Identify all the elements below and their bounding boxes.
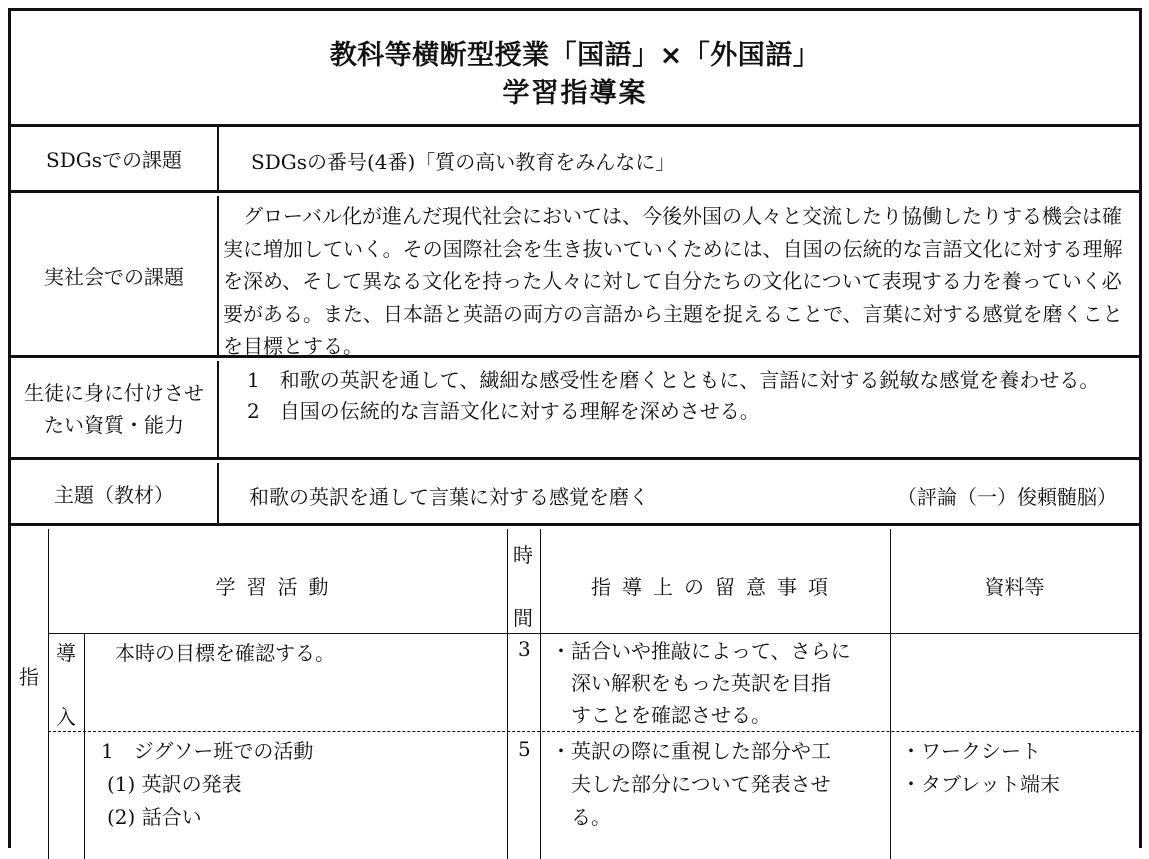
material-item: ・タブレット端末 — [901, 772, 1060, 796]
activity-line: 本時の目標を確認する。 — [115, 641, 335, 665]
header-notes: 指導上の留意事項 — [591, 575, 839, 599]
activity-line: (2) 話合い — [107, 805, 202, 829]
divider — [48, 633, 1139, 634]
divider — [84, 633, 85, 859]
header-activity: 学習活動 — [215, 575, 340, 599]
abilities-value-cell — [219, 361, 1139, 457]
sdgs-row — [11, 127, 1139, 193]
material-item: ・ワークシート — [901, 739, 1041, 763]
activity-cell — [101, 735, 313, 834]
ability-item-1: 1 和歌の英訳を通して、繊細な感受性を磨くとともに、言語に対する鋭敏な感覚を養わせる。 — [247, 368, 1100, 392]
stage-bottom: 入 — [56, 705, 76, 729]
sdgs-value-cell — [219, 127, 1139, 190]
sdgs-label: SDGsでの課題 — [11, 127, 219, 190]
activities-table — [11, 529, 1139, 859]
theme-row — [11, 463, 1139, 526]
abilities-list — [247, 365, 1129, 427]
theme-value: 和歌の英訳を通して言葉に対する感覚を磨く — [249, 485, 649, 509]
lesson-plan-page — [8, 8, 1142, 848]
society-label: 実社会での課題 — [11, 196, 219, 355]
theme-label: 主題（教材） — [11, 463, 219, 523]
note-line: すことを確認させる。 — [571, 703, 771, 727]
sdgs-value: SDGsの番号(4番)「質の高い教育をみんなに」 — [251, 150, 676, 174]
side-label: 指 — [19, 665, 39, 689]
stage-top: 導 — [56, 641, 76, 665]
materials-cell — [901, 735, 1060, 801]
society-value-cell — [219, 196, 1139, 358]
title-box — [11, 11, 1139, 127]
note-line: る。 — [571, 805, 611, 829]
abilities-label-cell — [11, 361, 219, 457]
header-materials: 資料等 — [984, 575, 1045, 599]
abilities-row — [11, 361, 1139, 460]
note-line: 夫した部分について発表させ — [571, 772, 831, 796]
theme-value-cell — [219, 463, 1139, 523]
note-line: ・英訳の際に重視した部分や工 — [551, 739, 831, 763]
divider — [48, 731, 1139, 732]
ability-item-2: 2 自国の伝統的な言語文化に対する理解を深めさせる。 — [247, 399, 760, 423]
time-value: 3 — [518, 637, 531, 661]
theme-source: （評論（一）俊頼髄脳） — [897, 485, 1117, 509]
notes-cell — [551, 735, 831, 834]
document-subtitle: 学習指導案 — [502, 78, 648, 109]
activity-line: (1) 英訳の発表 — [107, 772, 242, 796]
divider — [507, 529, 508, 859]
society-row — [11, 196, 1139, 358]
note-line: 深い解釈をもった英訳を目指 — [571, 671, 831, 695]
document-title: 教科等横断型授業「国語」×「外国語」 — [329, 40, 821, 71]
notes-cell — [551, 635, 851, 731]
header-time-top: 時 — [513, 543, 533, 567]
activity-line: 1 ジグソー班での活動 — [101, 739, 314, 763]
note-line: ・話合いや推敲によって、さらに — [551, 639, 851, 663]
time-value: 5 — [518, 737, 531, 761]
abilities-label: 生徒に身に付けさせたい資質・能力 — [24, 381, 204, 437]
header-time-bottom: 間 — [513, 606, 533, 630]
society-value: グローバル化が進んだ現代社会においては、今後外国の人々と交流したり協働したりする機会は確実に増加していく。その国際社会を生き抜いていくためには、自国の伝統的な言語文化に対する理解を深め、そして異なる文化を持った人々に対して自分たちの文化について表現する力を養っていく必要がある。また、日本語と英語の両方の言語から主題を捉えることで、言葉に対する感覚を磨くことを目標とする。 — [223, 204, 1123, 358]
